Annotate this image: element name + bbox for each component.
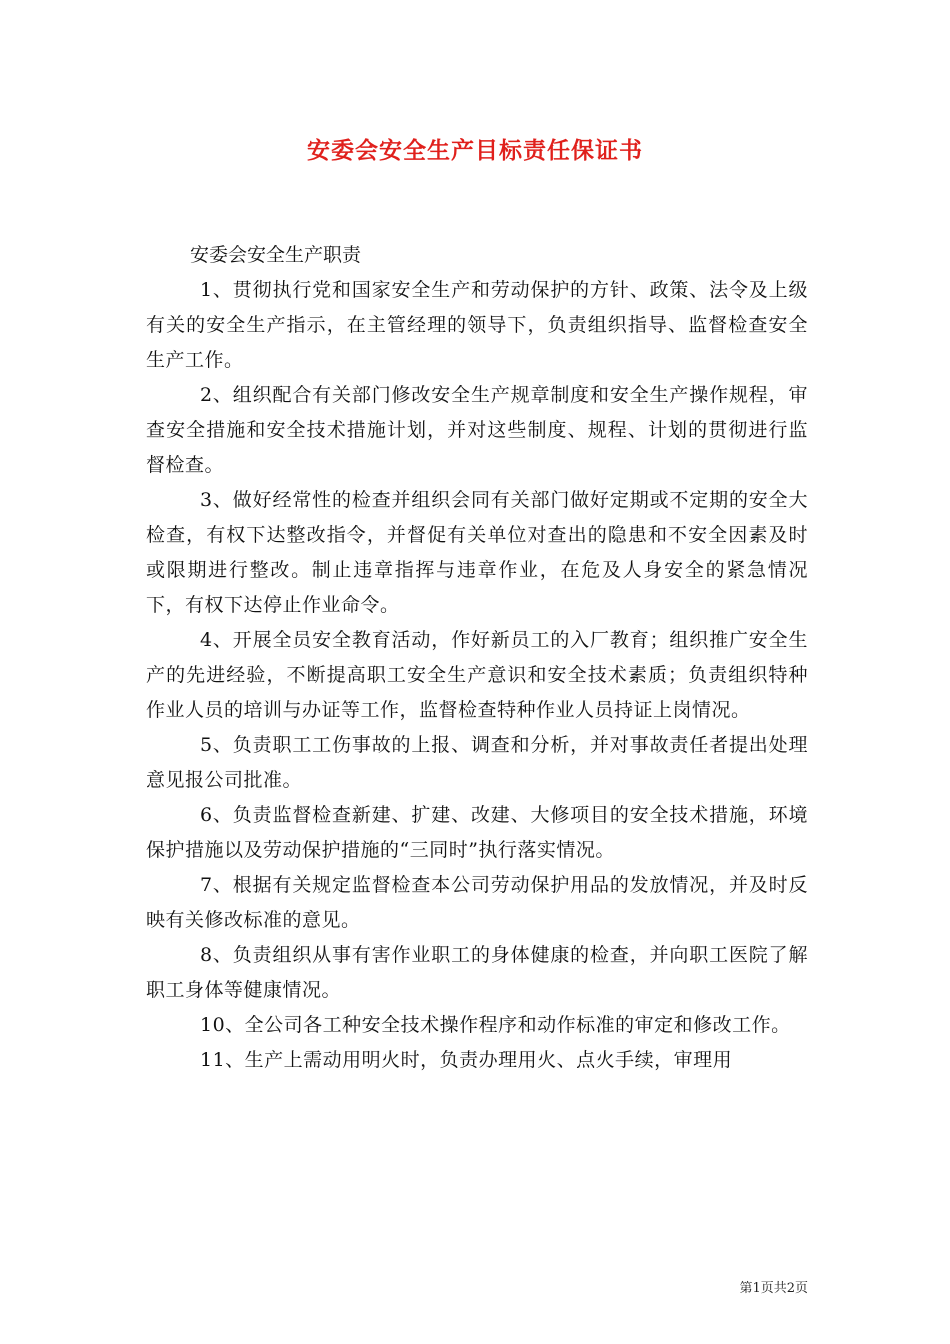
- paragraph: 3、做好经常性的检查并组织会同有关部门做好定期或不定期的安全大检查，有权下达整改指令，并督促有关单位对查出的隐患和不安全因素及时或限期进行整改。制止违章指挥与违章作业，在危及人身安全的紧急情况下，有权下达停止作业命令。: [146, 489, 808, 616]
- paragraph: 11、生产上需动用明火时，负责办理用火、点火手续，审理用: [200, 1049, 733, 1071]
- paragraph: 6、负责监督检查新建、扩建、改建、大修项目的安全技术措施，环境保护措施以及劳动保护措施的“三同时”执行落实情况。: [146, 804, 808, 861]
- section-heading: 安委会安全生产职责: [190, 244, 362, 266]
- paragraph: 2、组织配合有关部门修改安全生产规章制度和安全生产操作规程，审查安全措施和安全技术措施计划，并对这些制度、规程、计划的贯彻进行监督检查。: [146, 384, 808, 476]
- document-body: [146, 238, 808, 1078]
- paragraph: 8、负责组织从事有害作业职工的身体健康的检查，并向职工医院了解职工身体等健康情况。: [146, 944, 808, 1001]
- paragraph: 1、贯彻执行党和国家安全生产和劳动保护的方针、政策、法令及上级有关的安全生产指示，在主管经理的领导下，负责组织指导、监督检查安全生产工作。: [146, 279, 808, 371]
- document-title: 安委会安全生产目标责任保证书: [307, 137, 643, 164]
- paragraph: 7、根据有关规定监督检查本公司劳动保护用品的发放情况，并及时反映有关修改标准的意见。: [146, 874, 808, 931]
- paragraph: 4、开展全员安全教育活动，作好新员工的入厂教育；组织推广安全生产的先进经验，不断提高职工安全生产意识和安全技术素质；负责组织特种作业人员的培训与办证等工作，监督检查特种作业人员持证上岗情况。: [146, 629, 808, 721]
- page-indicator: 第1页共2页: [739, 1281, 808, 1296]
- paragraph: 5、负责职工工伤事故的上报、调查和分析，并对事故责任者提出处理意见报公司批准。: [146, 734, 808, 791]
- paragraph: 10、全公司各工种安全技术操作程序和动作标准的审定和修改工作。: [200, 1014, 791, 1036]
